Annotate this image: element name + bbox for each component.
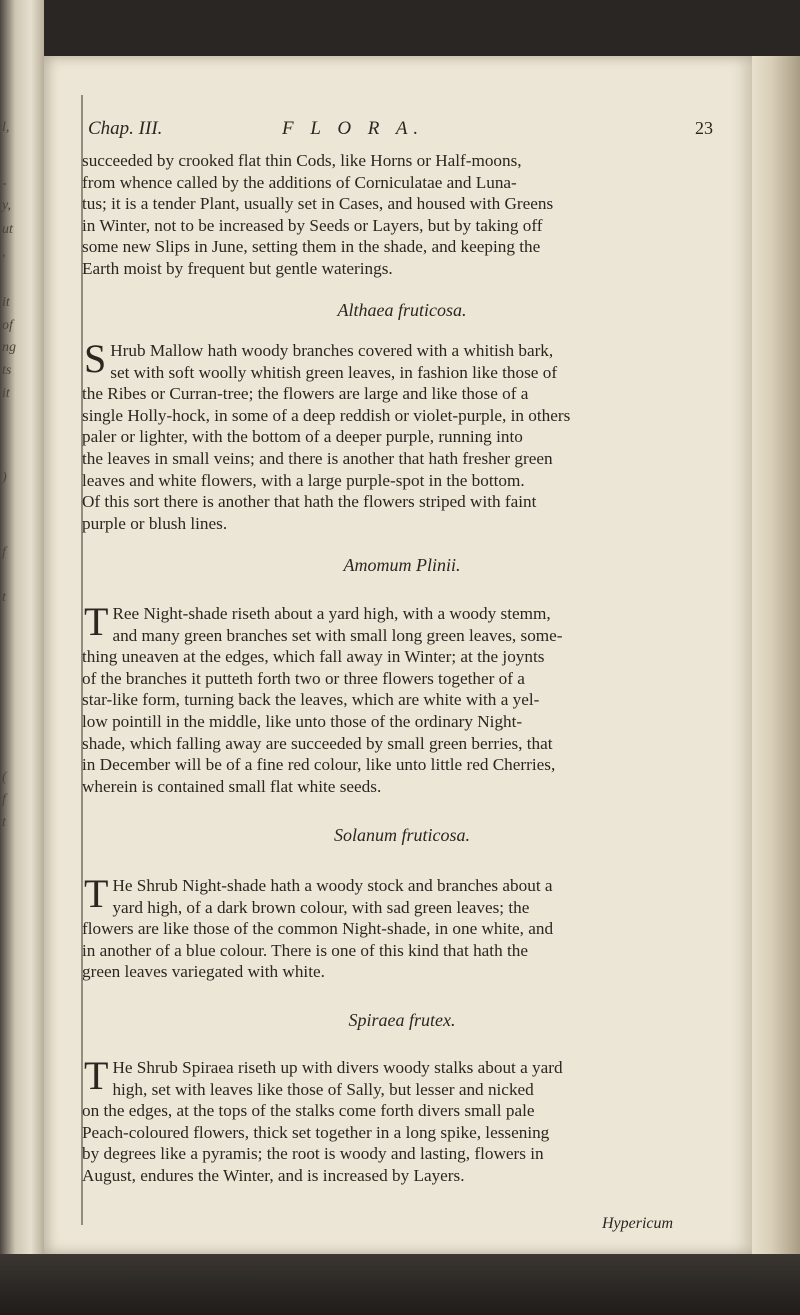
section-paragraph: [82, 1053, 722, 1187]
text-line: some new Slips in June, setting them in the shade, and keeping the: [82, 237, 541, 257]
text-line: yard high, of a dark brown colour, with sad green leaves; the: [112, 897, 530, 917]
section-heading: Amomum Plinii.: [343, 555, 461, 575]
text-line: purple or blush lines.: [82, 513, 228, 533]
section-heading: Solanum fruticosa.: [333, 825, 470, 845]
text-line: on the edges, at the tops of the stalks come forth divers small pale: [82, 1101, 535, 1121]
margin-fragment: f: [2, 792, 6, 807]
text-line: set with soft woolly whitish green leaves, in fashion like those of: [110, 362, 558, 382]
text-line: from whence called by the additions of Corniculatae and Luna-: [82, 172, 517, 192]
margin-fragment: (: [2, 770, 7, 785]
text-line: by degrees like a pyramis; the root is woody and lasting, flowers in: [82, 1144, 544, 1164]
text-line: in Winter, not to be increased by Seeds or Layers, but by taking off: [82, 215, 543, 235]
text-line: He Shrub Spiraea riseth up with divers woody stalks about a yard: [112, 1058, 563, 1077]
drop-cap: T: [84, 871, 109, 916]
text-line: wherein is contained small flat white seeds.: [82, 776, 382, 796]
section-paragraph: [82, 599, 722, 797]
section-paragraph: [82, 336, 722, 534]
margin-fragment: of: [2, 318, 13, 333]
text-line: paler or lighter, with the bottom of a deeper purple, running into: [82, 427, 523, 447]
chapter-label: Chap. III.: [88, 118, 163, 139]
text-line: of the branches it putteth forth two or three flowers together of a: [82, 668, 525, 688]
intro-paragraph: [82, 150, 722, 280]
text-line: in December will be of a fine red colour, like unto little red Cherries,: [82, 755, 556, 775]
text-line: tus; it is a tender Plant, usually set in Cases, and housed with Greens: [82, 194, 554, 214]
margin-fragment: ,: [2, 245, 6, 260]
text-line: high, set with leaves like those of Sally, but lesser and nicked: [112, 1079, 534, 1099]
text-line: leaves and white flowers, with a large purple-spot in the bottom.: [82, 470, 525, 490]
text-line: Peach-coloured flowers, thick set together in a long spike, lessening: [82, 1122, 550, 1142]
margin-fragment: -: [2, 176, 7, 191]
section-heading: Althaea fruticosa.: [337, 300, 467, 320]
text-line: Ree Night-shade riseth about a yard high, with a woody stemm,: [112, 604, 551, 623]
text-line: green leaves variegated with white.: [82, 962, 325, 982]
margin-fragment: ts: [2, 363, 12, 378]
text-line: and many green branches set with small long green leaves, some-: [112, 625, 563, 645]
drop-cap: T: [84, 599, 109, 644]
text-line: star-like form, turning back the leaves, which are white with a yel-: [82, 690, 540, 710]
section-heading: Spiraea frutex.: [348, 1010, 456, 1030]
text-line: the Ribes or Curran-tree; the flowers are large and like those of a: [82, 384, 529, 404]
drop-cap: S: [84, 336, 107, 381]
text-line: He Shrub Night-shade hath a woody stock and branches about a: [112, 876, 553, 895]
catchword: Hypericum: [602, 1215, 674, 1232]
text-line: thing uneaven at the edges, which fall away in Winter; at the joynts: [82, 647, 545, 667]
text-line: Hrub Mallow hath woody branches covered with a whitish bark,: [110, 341, 554, 360]
running-header: [82, 118, 722, 148]
text-line: low pointill in the middle, like unto those of the ordinary Night-: [82, 711, 523, 731]
running-title: F L O R A.: [282, 118, 425, 139]
margin-fragment: ng: [2, 340, 16, 355]
text-line: single Holly-hock, in some of a deep reddish or violet-purple, in others: [82, 405, 571, 425]
text-line: August, endures the Winter, and is increased by Layers.: [82, 1165, 465, 1185]
section-paragraph: [82, 871, 722, 983]
margin-fragment: f: [2, 545, 6, 560]
facing-page-edge: [0, 0, 44, 1315]
page-number: 23: [695, 118, 713, 138]
text-line: Of this sort there is another that hath the flowers striped with faint: [82, 492, 537, 512]
drop-cap: T: [84, 1053, 109, 1098]
margin-fragment: y,: [2, 198, 11, 213]
margin-fragment: t: [2, 815, 6, 830]
margin-fragment: l,: [2, 120, 10, 135]
text-line: in another of a blue colour. There is one of this kind that hath the: [82, 940, 528, 960]
scan-bottom-border: [0, 1254, 800, 1315]
text-line: succeeded by crooked flat thin Cods, like Horns or Half-moons,: [82, 151, 522, 170]
text-line: Earth moist by frequent but gentle waterings.: [82, 258, 393, 278]
page-edge-right: [752, 56, 800, 1254]
text-line: shade, which falling away are succeeded by small green berries, that: [82, 733, 553, 753]
margin-fragment: t: [2, 590, 6, 605]
margin-fragment: ut: [2, 222, 13, 237]
text-line: the leaves in small veins; and there is another that hath fresher green: [82, 448, 553, 468]
text-line: flowers are like those of the common Night-shade, in one white, and: [82, 919, 554, 939]
margin-fragment: it: [2, 295, 10, 310]
margin-fragment: it: [2, 386, 10, 401]
margin-fragment: ): [2, 470, 7, 485]
